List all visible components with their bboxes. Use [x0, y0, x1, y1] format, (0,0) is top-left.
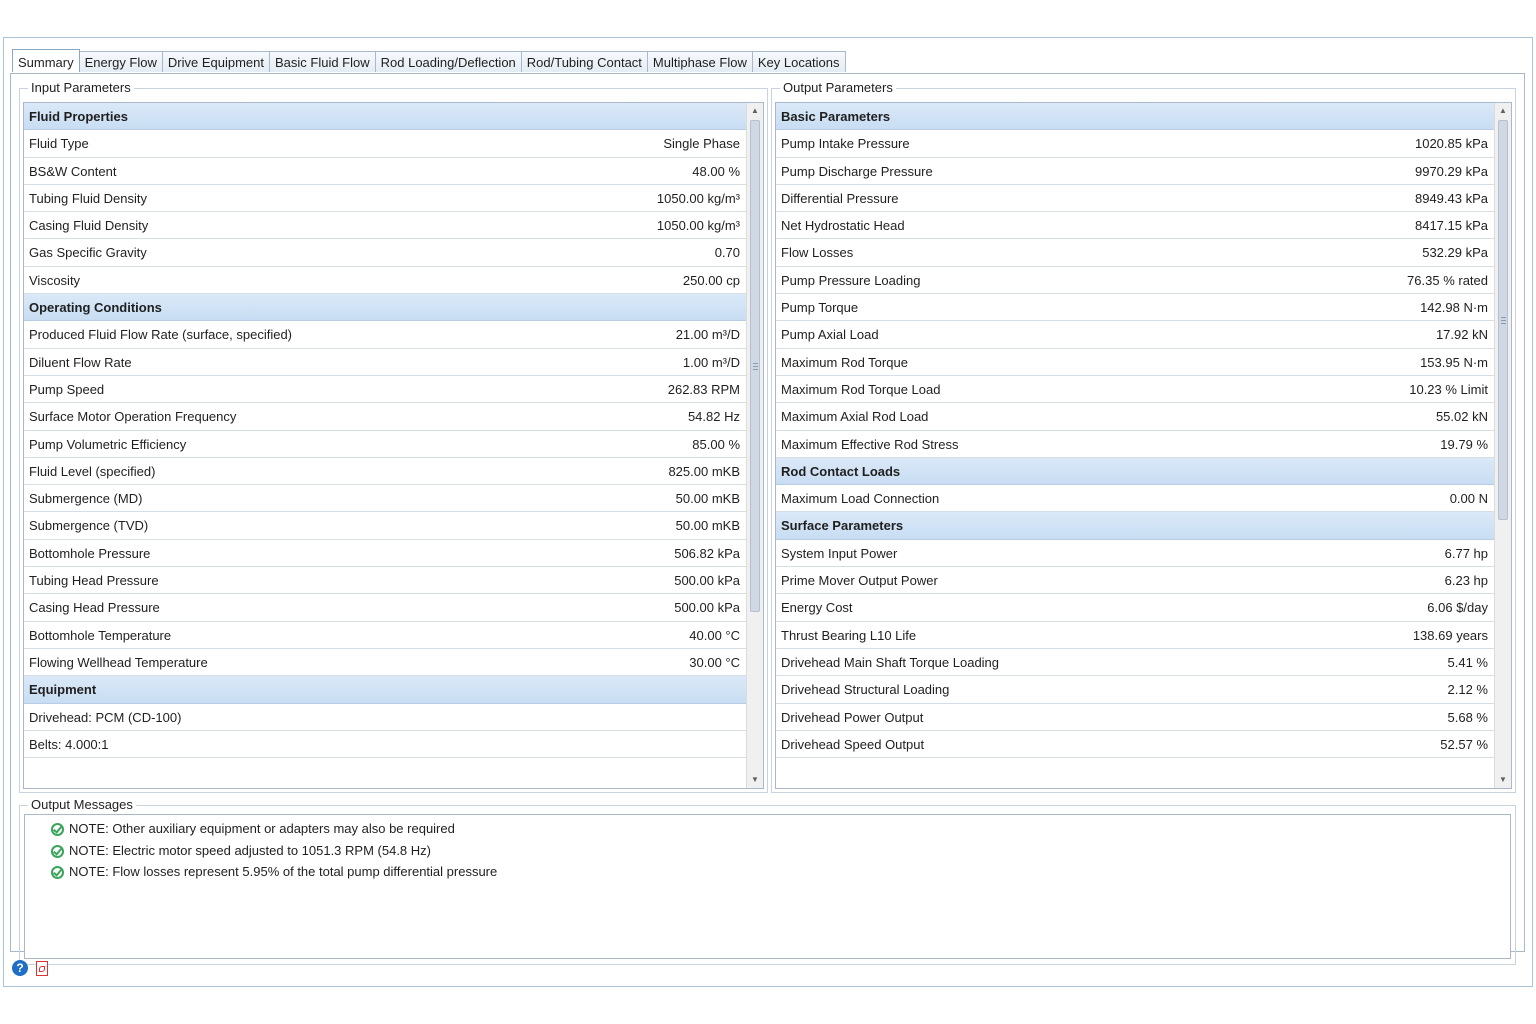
parameter-label: Tubing Fluid Density [29, 190, 148, 206]
parameter-label: Maximum Rod Torque Load [781, 381, 941, 397]
parameter-row[interactable] [776, 731, 1494, 758]
parameter-value: 55.02 kN [1435, 409, 1488, 425]
tab-basic-fluid-flow[interactable]: Basic Fluid Flow [269, 51, 376, 72]
section-header[interactable] [776, 458, 1494, 485]
input-scroll-thumb[interactable] [750, 120, 760, 612]
parameter-label: Drivehead: PCM (CD-100) [29, 709, 182, 725]
parameter-row[interactable] [24, 212, 746, 239]
parameter-value: 1050.00 kg/m³ [656, 190, 740, 206]
message-item [51, 841, 431, 861]
tab-multiphase-flow[interactable]: Multiphase Flow [647, 51, 753, 72]
parameter-row[interactable] [776, 158, 1494, 185]
message-text: NOTE: Electric motor speed adjusted to 1051.3 RPM (54.8 Hz) [69, 843, 431, 858]
parameter-value: 52.57 % [1440, 736, 1488, 752]
parameter-label: Thrust Bearing L10 Life [781, 627, 917, 643]
output-messages-title: Output Messages [28, 797, 136, 813]
scroll-down-arrow-icon[interactable]: ▼ [1499, 775, 1507, 784]
section-title: Surface Parameters [781, 518, 904, 534]
parameter-row[interactable] [24, 512, 746, 539]
parameter-label: Bottomhole Temperature [29, 627, 172, 643]
parameter-label: Drivehead Power Output [781, 709, 924, 725]
parameter-label: Belts: 4.000:1 [29, 736, 109, 752]
parameter-row[interactable] [776, 485, 1494, 512]
scroll-down-arrow-icon[interactable]: ▼ [751, 775, 759, 784]
parameter-label: Net Hydrostatic Head [781, 218, 905, 234]
parameter-label: Drivehead Speed Output [781, 736, 925, 752]
parameter-value: 30.00 °C [689, 654, 740, 670]
parameter-value: 5.68 % [1447, 709, 1488, 725]
output-parameters-grid[interactable] [775, 102, 1512, 789]
parameter-row[interactable] [776, 594, 1494, 621]
output-rows [776, 103, 1494, 788]
section-header[interactable] [24, 676, 746, 703]
section-title: Rod Contact Loads [781, 463, 901, 479]
parameter-row[interactable] [24, 649, 746, 676]
tab-key-locations[interactable]: Key Locations [752, 51, 846, 72]
parameter-row[interactable] [776, 349, 1494, 376]
parameter-row[interactable] [776, 294, 1494, 321]
parameter-value: 6.77 hp [1444, 545, 1488, 561]
parameter-row[interactable] [24, 458, 746, 485]
parameter-label: Pump Intake Pressure [781, 136, 910, 152]
parameter-row[interactable] [24, 239, 746, 266]
parameter-label: Pump Axial Load [781, 327, 879, 343]
parameter-label: Submergence (MD) [29, 491, 143, 507]
parameter-row[interactable] [24, 594, 746, 621]
parameter-label: Differential Pressure [781, 190, 899, 206]
parameter-row[interactable] [776, 185, 1494, 212]
parameter-value: 532.29 kPa [1422, 245, 1488, 261]
parameter-label: Drivehead Main Shaft Torque Loading [781, 654, 1000, 670]
output-parameters-group [771, 80, 1516, 793]
input-parameters-group [19, 80, 768, 793]
parameter-row[interactable] [776, 622, 1494, 649]
parameter-row[interactable] [776, 321, 1494, 348]
section-header[interactable] [24, 103, 746, 130]
input-scrollbar[interactable] [746, 103, 763, 788]
parameter-value: 50.00 mKB [675, 491, 740, 507]
parameter-value: 6.06 $/day [1427, 600, 1488, 616]
parameter-label: Pump Pressure Loading [781, 272, 921, 288]
parameter-row[interactable] [24, 622, 746, 649]
parameter-value: 500.00 kPa [674, 573, 740, 589]
section-title: Basic Parameters [781, 109, 891, 124]
output-parameters-title: Output Parameters [780, 80, 896, 96]
parameter-label: Pump Volumetric Efficiency [29, 436, 187, 452]
scroll-up-arrow-icon[interactable]: ▲ [751, 106, 759, 115]
parameter-value: 5.41 % [1447, 654, 1488, 670]
analysis-window [3, 37, 1533, 987]
parameter-value: 262.83 RPM [667, 381, 740, 397]
parameter-row[interactable] [776, 676, 1494, 703]
parameter-value: 250.00 cp [682, 272, 740, 288]
input-parameters-title: Input Parameters [28, 80, 134, 96]
parameter-value: 138.69 years [1412, 627, 1488, 643]
parameter-value: 506.82 kPa [674, 545, 740, 561]
parameter-label: Submergence (TVD) [29, 518, 149, 534]
parameter-value: 17.92 kN [1435, 327, 1488, 343]
output-scroll-thumb[interactable] [1498, 120, 1508, 520]
parameter-label: System Input Power [781, 545, 898, 561]
parameter-value: Single Phase [663, 136, 740, 152]
parameter-value: 1020.85 kPa [1414, 136, 1488, 152]
section-header[interactable] [776, 512, 1494, 539]
parameter-label: Maximum Axial Rod Load [781, 409, 929, 425]
check-circle-icon [51, 823, 64, 836]
parameter-value: 6.23 hp [1444, 573, 1488, 589]
parameter-value: 19.79 % [1440, 436, 1488, 452]
message-text: NOTE: Flow losses represent 5.95% of the total pump differential pressure [69, 864, 498, 879]
parameter-row[interactable] [24, 321, 746, 348]
parameter-label: Casing Fluid Density [29, 218, 149, 234]
parameter-value: 54.82 Hz [687, 409, 740, 425]
output-scrollbar[interactable] [1494, 103, 1511, 788]
parameter-row[interactable] [24, 130, 746, 157]
parameter-label: Maximum Effective Rod Stress [781, 436, 959, 452]
parameter-value: 48.00 % [692, 163, 740, 179]
parameter-label: Flow Losses [781, 245, 854, 261]
parameter-row[interactable] [24, 267, 746, 294]
pdf-icon[interactable] [36, 961, 48, 976]
parameter-label: Fluid Level (specified) [29, 463, 156, 479]
parameter-label: Casing Head Pressure [29, 600, 160, 616]
parameter-label: Prime Mover Output Power [781, 573, 938, 589]
help-icon[interactable]: ? [12, 960, 28, 976]
parameter-row[interactable] [776, 267, 1494, 294]
parameter-row[interactable] [24, 185, 746, 212]
tab-rod-tubing-contact[interactable]: Rod/Tubing Contact [521, 51, 648, 72]
parameter-label: Produced Fluid Flow Rate (surface, specified) [29, 327, 293, 343]
parameter-value: 85.00 % [692, 436, 740, 452]
section-title: Equipment [29, 682, 97, 698]
parameter-value: 0.00 N [1449, 491, 1488, 507]
section-header[interactable] [776, 103, 1494, 130]
parameter-label: Bottomhole Pressure [29, 545, 151, 561]
section-title: Operating Conditions [29, 300, 162, 316]
output-messages-group [19, 797, 1516, 965]
parameter-label: BS&W Content [29, 163, 117, 179]
parameter-row[interactable] [776, 567, 1494, 594]
parameter-row[interactable] [776, 376, 1494, 403]
parameter-row[interactable] [24, 431, 746, 458]
parameter-label: Tubing Head Pressure [29, 573, 159, 589]
input-rows [24, 103, 746, 788]
parameter-value: 1.00 m³/D [682, 354, 740, 370]
parameter-row[interactable] [24, 349, 746, 376]
tab-drive-equipment[interactable]: Drive Equipment [162, 51, 270, 72]
parameter-row[interactable] [776, 239, 1494, 266]
parameter-row[interactable] [24, 403, 746, 430]
parameter-row[interactable] [24, 540, 746, 567]
parameter-value: 153.95 N·m [1420, 354, 1488, 370]
parameter-label: Energy Cost [781, 600, 853, 616]
parameter-row[interactable] [24, 731, 746, 758]
parameter-row[interactable] [24, 376, 746, 403]
parameter-row[interactable] [776, 431, 1494, 458]
parameter-row[interactable] [24, 485, 746, 512]
parameter-value: 500.00 kPa [674, 600, 740, 616]
tab-energy-flow[interactable]: Energy Flow [79, 51, 163, 72]
scroll-up-arrow-icon[interactable]: ▲ [1499, 106, 1507, 115]
parameter-value: 50.00 mKB [675, 518, 740, 534]
summary-tab-content [10, 73, 1525, 952]
parameter-value: 2.12 % [1447, 682, 1488, 698]
input-parameters-grid[interactable] [23, 102, 764, 789]
parameter-row[interactable] [24, 567, 746, 594]
parameter-value: 21.00 m³/D [675, 327, 740, 343]
tab-bar [12, 51, 845, 73]
parameter-label: Pump Discharge Pressure [781, 163, 933, 179]
parameter-row[interactable] [776, 130, 1494, 157]
parameter-label: Gas Specific Gravity [29, 245, 147, 261]
parameter-row[interactable] [776, 704, 1494, 731]
tab-rod-loading-deflection[interactable]: Rod Loading/Deflection [375, 51, 522, 72]
message-item [51, 819, 455, 839]
parameter-label: Drivehead Structural Loading [781, 682, 950, 698]
tab-summary[interactable]: Summary [12, 49, 80, 72]
section-title: Fluid Properties [29, 109, 128, 124]
parameter-label: Maximum Rod Torque [781, 354, 908, 370]
parameter-value: 8949.43 kPa [1414, 190, 1488, 206]
parameter-value: 9970.29 kPa [1414, 163, 1488, 179]
output-messages-list[interactable] [24, 814, 1511, 959]
message-text: NOTE: Other auxiliary equipment or adapters may also be required [69, 821, 455, 836]
parameter-value: 76.35 % rated [1407, 272, 1488, 288]
check-circle-icon [51, 845, 64, 858]
parameter-label: Diluent Flow Rate [29, 354, 132, 370]
footer-toolbar [12, 960, 48, 976]
parameter-row[interactable] [776, 540, 1494, 567]
parameter-label: Viscosity [29, 272, 81, 288]
parameter-value: 0.70 [714, 245, 740, 261]
section-header[interactable] [24, 294, 746, 321]
parameter-label: Surface Motor Operation Frequency [29, 409, 237, 425]
parameter-value: 40.00 °C [689, 627, 740, 643]
parameter-value: 8417.15 kPa [1414, 218, 1488, 234]
parameter-row[interactable] [24, 158, 746, 185]
parameter-value: 1050.00 kg/m³ [656, 218, 740, 234]
check-circle-icon [51, 866, 64, 879]
parameter-label: Pump Speed [29, 381, 105, 397]
parameter-row[interactable] [776, 403, 1494, 430]
parameter-label: Pump Torque [781, 300, 859, 316]
parameter-value: 825.00 mKB [668, 463, 740, 479]
parameter-label: Flowing Wellhead Temperature [29, 654, 208, 670]
parameter-value: 142.98 N·m [1420, 300, 1488, 316]
parameter-label: Fluid Type [29, 136, 89, 152]
message-item [51, 862, 497, 882]
parameter-label: Maximum Load Connection [781, 491, 940, 507]
parameter-value: 10.23 % Limit [1409, 381, 1488, 397]
parameter-row[interactable] [24, 704, 746, 731]
parameter-row[interactable] [776, 212, 1494, 239]
parameter-row[interactable] [776, 649, 1494, 676]
